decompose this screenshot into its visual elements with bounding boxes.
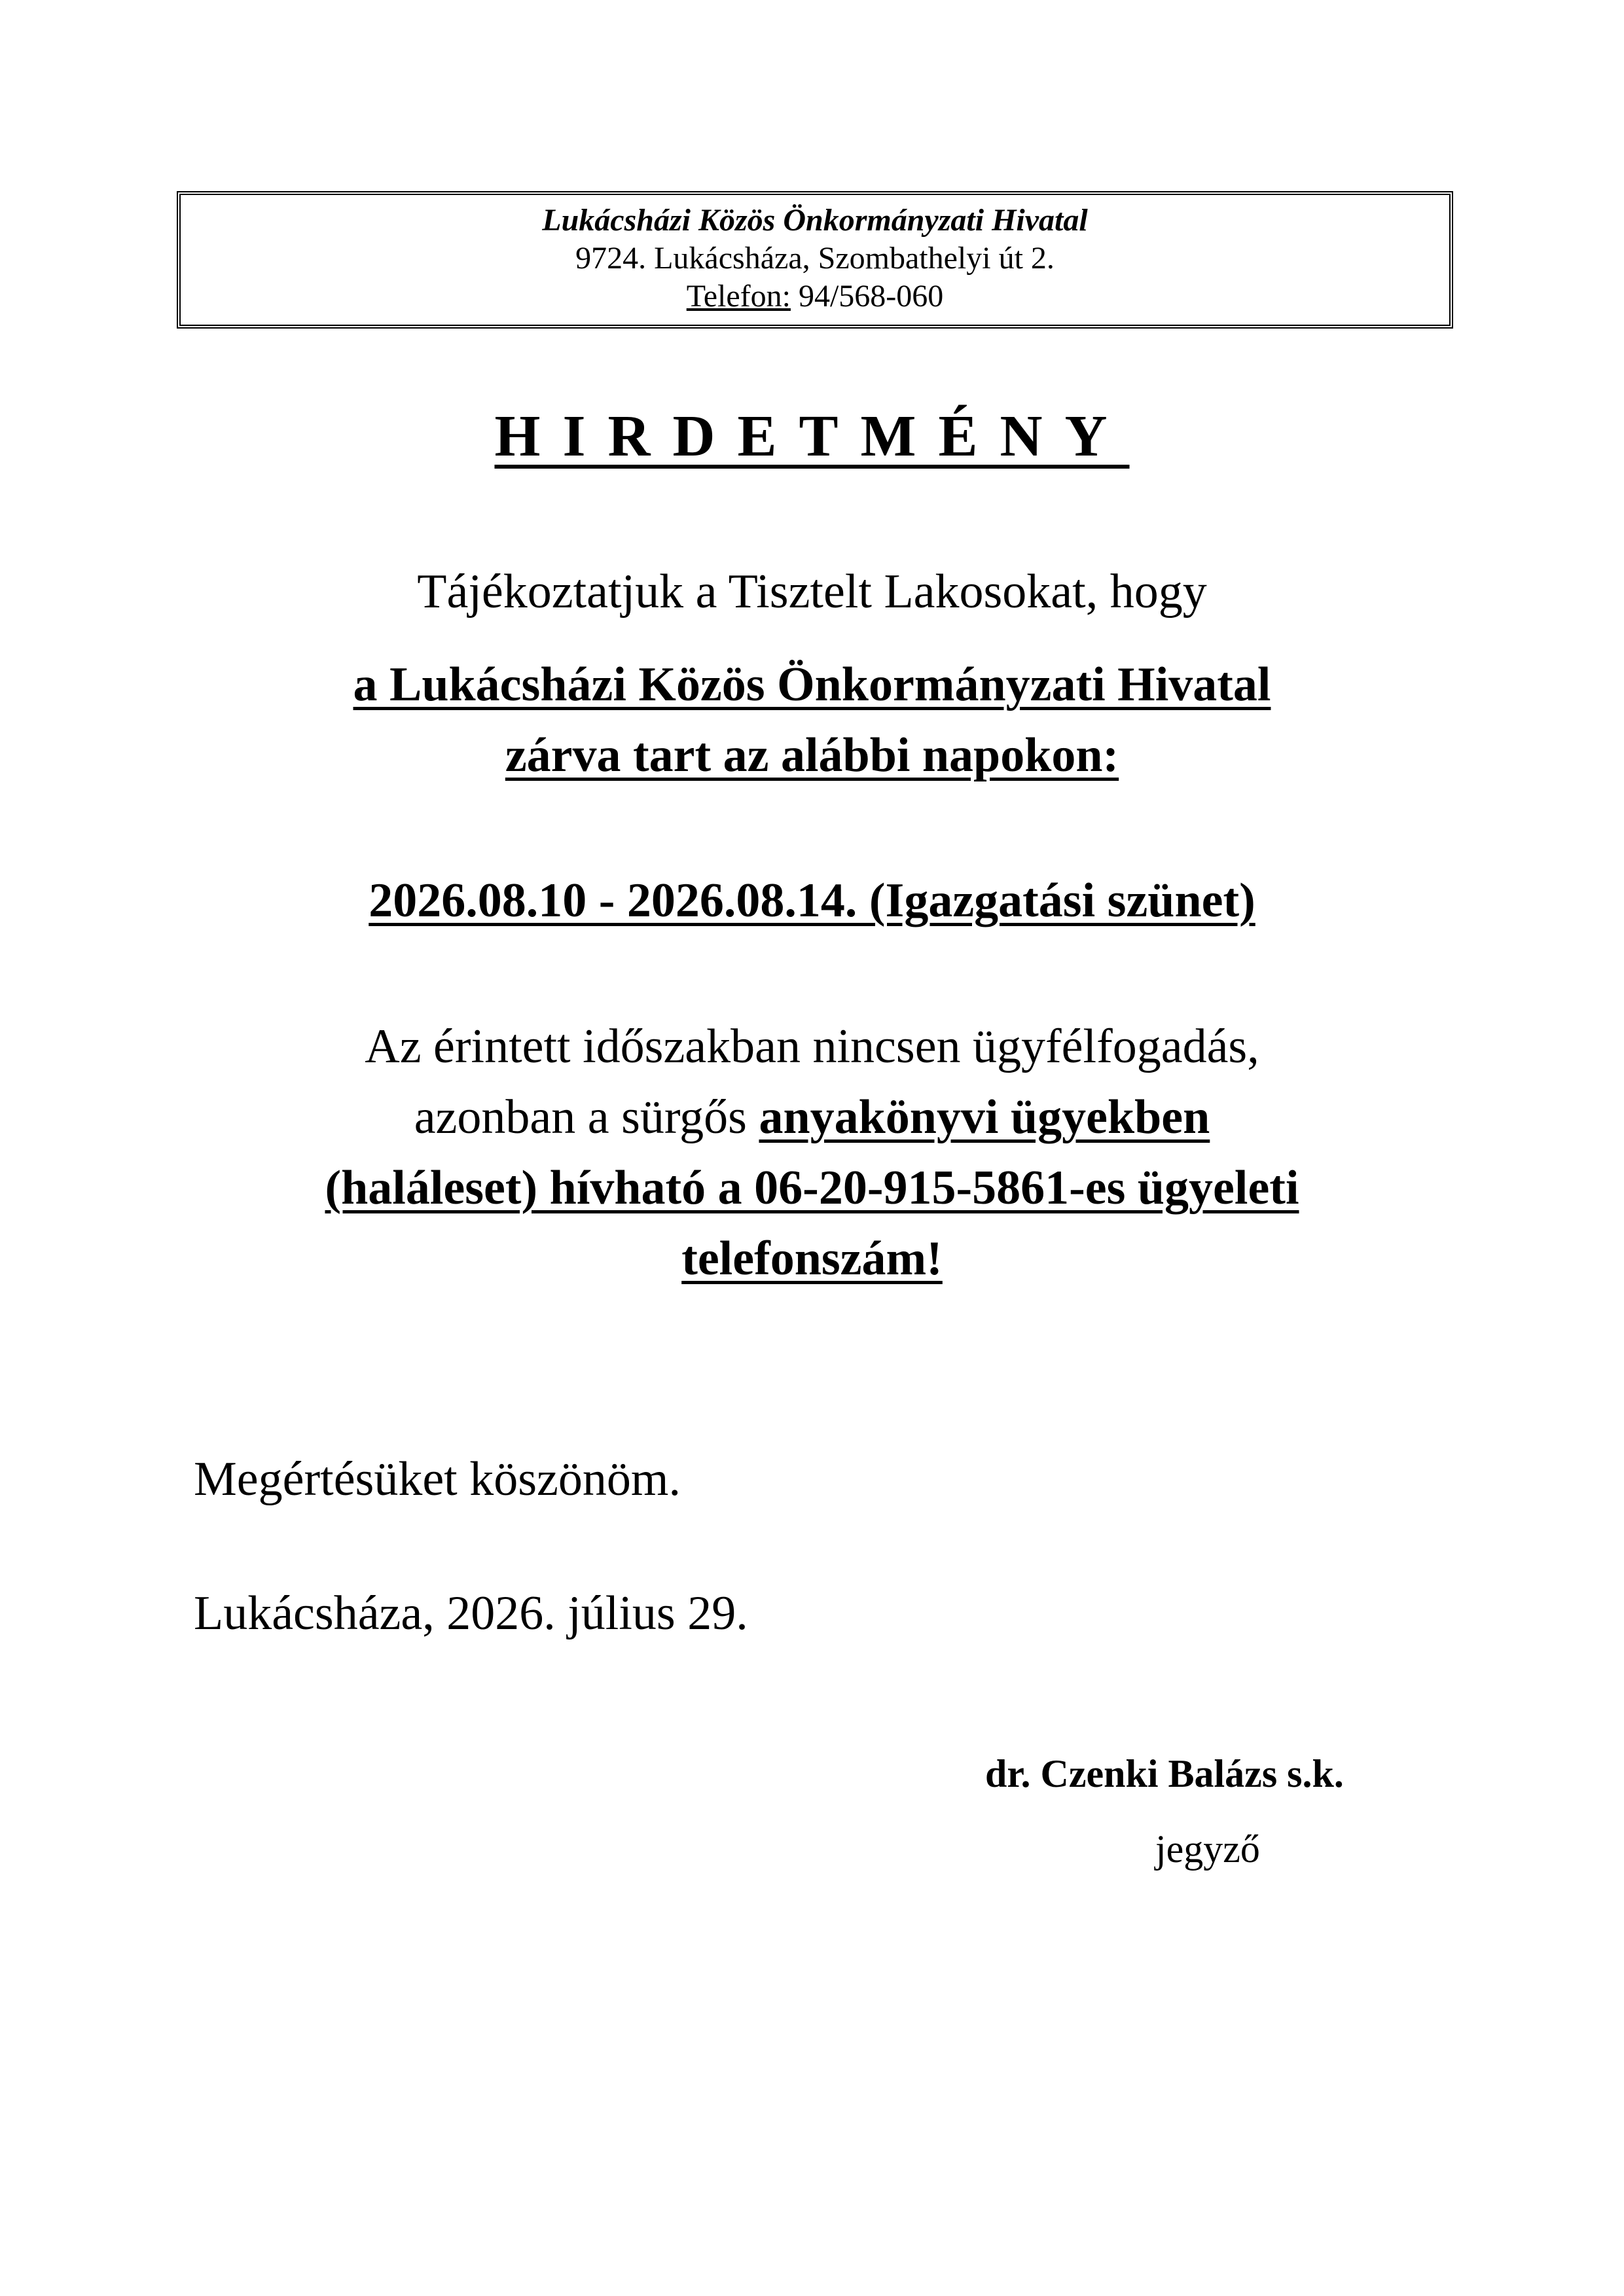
header-box	[177, 191, 1453, 329]
title-text: HIRDETMÉNY	[494, 404, 1130, 469]
organization-address: 9724. Lukácsháza, Szombathelyi út 2.	[575, 241, 1055, 276]
thanks-line: Megértésüket köszönöm.	[194, 1452, 681, 1506]
signature-name: dr. Czenki Balázs s.k.	[985, 1752, 1344, 1795]
closure-line-1: a Lukácsházi Közös Önkormányzati Hivatal	[353, 658, 1271, 711]
phone-label: Telefon:	[686, 279, 791, 314]
notice-block	[0, 1011, 1624, 1294]
place-date: Lukácsháza, 2026. július 29.	[194, 1587, 748, 1640]
page-title	[0, 401, 1624, 473]
signature-role: jegyző	[1155, 1827, 1260, 1871]
notice-line-4: telefonszám!	[681, 1232, 943, 1285]
notice-line-2-plain: azonban a sürgős	[414, 1090, 759, 1144]
intro-text: Tájékoztatjuk a Tisztelt Lakosokat, hogy	[417, 565, 1207, 619]
closure-line-2: zárva tart az alábbi napokon:	[505, 728, 1119, 782]
phone-number: 94/568-060	[790, 279, 944, 314]
notice-line-2	[0, 1082, 1624, 1153]
notice-line-3: (haláleset) hívható a 06-20-915-5861-es ügyeleti	[325, 1161, 1299, 1215]
closure-period: 2026.08.10 - 2026.08.14. (Igazgatási szünet)	[369, 874, 1255, 927]
notice-line-2-bold: anyakönyvi ügyekben	[759, 1090, 1210, 1144]
intro-line	[0, 556, 1624, 627]
period-line	[0, 865, 1624, 936]
closure-block	[0, 649, 1624, 791]
notice-line-1: Az érintett időszakban nincsen ügyfélfogadás,	[365, 1020, 1259, 1073]
organization-phone	[181, 278, 1449, 315]
organization-name: Lukácsházi Közös Önkormányzati Hivatal	[542, 203, 1088, 238]
